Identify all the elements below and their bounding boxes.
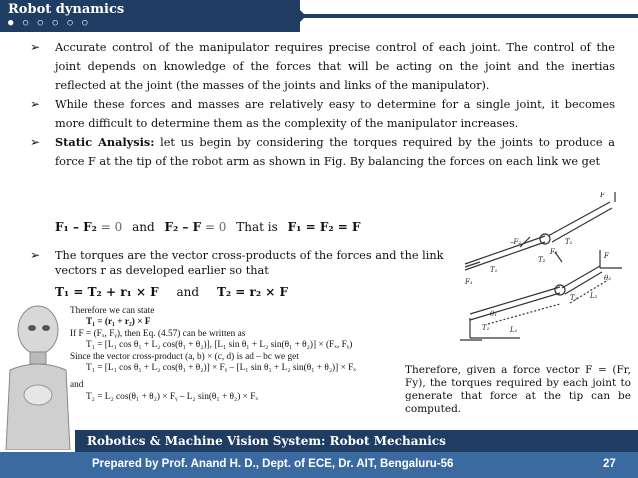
and-label: and: [132, 220, 155, 234]
derivation-line: Therefore we can state: [70, 306, 155, 316]
arrow-bullet-icon: ➢: [30, 248, 41, 262]
equation-1a: F₁ – F₂ = 0: [55, 220, 123, 234]
bullet-4: [30, 248, 445, 278]
bullet-2: [30, 95, 615, 133]
derivation-line: T₁ = (r₁ + r₂) × F: [86, 317, 151, 328]
that-is-label: That is: [236, 220, 278, 234]
svg-text:θ₁: θ₁: [490, 310, 498, 318]
derivation-line: If F = (Fₓ, Fᵧ), then Eq. (4.57) can be written as: [70, 328, 246, 339]
svg-text:θ₂: θ₂: [604, 274, 612, 282]
bullet-1-text: Accurate control of the manipulator requires precise control of each joint. The control of the joint depends on knowledge of the forces that will be acting on the joint and the inertias reflected at the joint (the masses of the joints and links of the manipulator).: [55, 41, 615, 92]
bullet-3-text: let us begin by considering the torques required by the joints to produce a force F at the tip of the robot arm as shown in Fig. By balancing the forces on each link we get: [55, 136, 615, 168]
progress-dots: ● ○ ○ ○ ○ ○: [8, 18, 90, 28]
robot-arm-diagram: [450, 248, 630, 358]
derivation-line: Since the vector cross-product (a, b) × (c, d) is ad – bc we get: [70, 351, 299, 362]
bullet-4-text: The torques are the vector cross-products of the forces and the link vectors r as developed earlier so that: [55, 249, 444, 277]
svg-text:F: F: [604, 252, 609, 260]
equation-1b: F₂ – F = 0: [164, 220, 227, 234]
svg-text:F: F: [600, 192, 605, 199]
slide-title: Robot dynamics: [8, 2, 125, 17]
derivation-line: T₂ = L₂ cos(θ₁ + θ₂) × Fᵧ – L₂ sin(θ₁ + θ₂) × Fₓ: [86, 391, 259, 402]
svg-text:T₂: T₂: [570, 294, 578, 302]
bullet-2-text: While these forces and masses are relatively easy to determine for a single joint, it becomes more difficult to determine them as the complexity of the manipulator increases.: [55, 98, 615, 130]
svg-text:T₁: T₁: [490, 266, 498, 274]
svg-text:F₁: F₁: [465, 278, 473, 286]
equation-1c: F₁ = F₂ = F: [287, 220, 361, 234]
svg-text:–F₂: –F₂: [510, 238, 522, 246]
prepared-by: Prepared by Prof. Anand H. D., Dept. of ECE, Dr. AIT, Bengaluru-56: [92, 458, 454, 470]
slide-header: [0, 0, 638, 34]
bullet-1: [30, 38, 615, 95]
robot-illustration: [0, 300, 75, 450]
svg-text:L₂: L₂: [590, 292, 598, 300]
bullet-3: [30, 133, 615, 171]
derivation-block: [70, 306, 400, 403]
svg-text:T₂: T₂: [565, 238, 573, 246]
conclusion-text: Therefore, given a force vector F = (Fr, Fy), the torques required by each joint to generate that force at the tip can be computed.: [405, 364, 631, 415]
and-label: and: [176, 285, 200, 299]
author-footer: [0, 452, 638, 478]
svg-text:F₂: F₂: [550, 248, 558, 256]
derivation-line: T₁ = [L₁ cos θ₁ + L₂ cos(θ₁ + θ₂)], [L₁ sin θ₁ + L₂ sin(θ₁ + θ₂)] × (Fₓ, Fᵧ): [86, 340, 353, 351]
page-number: 27: [603, 458, 616, 470]
course-footer: [75, 430, 638, 452]
derivation-line: T₁ = [L₁ cos θ₁ + L₂ cos(θ₁ + θ₂)] × Fᵧ – [L₁ sin θ₁ + L₂ sin(θ₁ + θ₂)] × Fₓ: [86, 363, 357, 374]
equation-2a: T₁ = T₂ + r₁ × F: [55, 285, 159, 299]
arrow-bullet-icon: ➢: [30, 40, 41, 54]
torque-equations: [55, 285, 288, 299]
static-analysis-label: Static Analysis:: [55, 135, 155, 149]
svg-text:L₁: L₁: [510, 326, 518, 334]
force-balance-equations: [55, 220, 361, 234]
course-title: Robotics & Machine Vision System: Robot Mechanics: [87, 434, 446, 448]
arrow-bullet-icon: ➢: [30, 135, 41, 149]
header-rule: [300, 14, 638, 18]
svg-text:T₁: T₁: [482, 324, 490, 332]
arrow-bullet-icon: ➢: [30, 97, 41, 111]
slide-content: [30, 38, 615, 171]
derivation-line: and: [70, 380, 84, 391]
equation-2b: T₂ = r₂ × F: [216, 285, 289, 299]
svg-text:T₂: T₂: [538, 256, 546, 264]
